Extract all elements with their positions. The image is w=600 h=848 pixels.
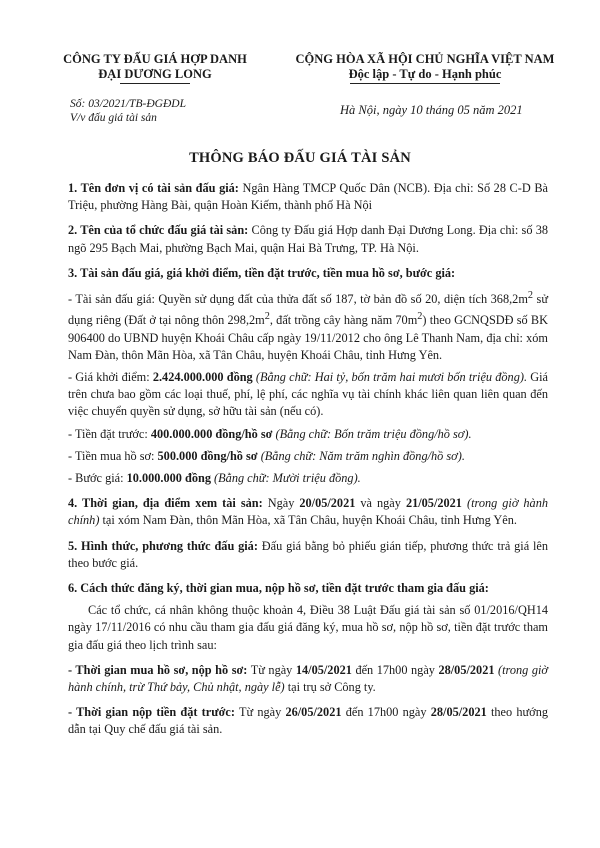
nation-name: CỘNG HÒA XÃ HỘI CHỦ NGHĨA VIỆT NAM xyxy=(295,52,555,66)
section-4-t3: (trong giờ hành chính) xyxy=(68,496,549,528)
section-4-t2: và ngày xyxy=(355,496,406,511)
price-step xyxy=(68,470,548,487)
reference-subject: V/v đấu giá tài sản xyxy=(70,112,157,124)
document-title: THÔNG BÁO ĐẤU GIÁ TÀI SẢN xyxy=(189,150,411,166)
section-5-text: Đấu giá bằng bỏ phiếu gián tiếp, phương thức trả giá lên theo bước giá. xyxy=(68,538,548,570)
dep-t1: Từ ngày xyxy=(234,705,286,720)
section-4-t4: tại xóm Nam Đàn, thôn Mãn Hòa, xã Tân Châu, huyện Khoái Châu, tỉnh Hưng Yên. xyxy=(99,513,517,528)
fee-words: (Bằng chữ: Năm trăm nghìn đồng/hồ sơ). xyxy=(257,448,465,463)
section-2-label: 2. Tên của tổ chức đấu giá tài sản: xyxy=(68,223,249,238)
buy-t2: đến 17h00 ngày xyxy=(351,662,439,677)
asset-text-c: , đất trồng cây hàng năm 70m xyxy=(269,313,418,328)
document-body xyxy=(68,180,548,747)
org-name-line1: CÔNG TY ĐẤU GIÁ HỢP DANH xyxy=(63,52,247,66)
sup-3: 2 xyxy=(417,311,423,323)
section-6-heading xyxy=(68,580,548,597)
reference-number: Số: 03/2021/TB-ĐGĐDL xyxy=(70,98,186,110)
deposit-value: 400.000.000 đồng/hồ sơ xyxy=(150,426,273,441)
price-prefix: - Giá khởi điểm: xyxy=(68,370,153,385)
deposit-prefix: - Tiền đặt trước: xyxy=(68,426,151,441)
dossier-fee xyxy=(68,448,548,465)
buy-date1: 14/05/2021 xyxy=(295,662,352,677)
section-4 xyxy=(68,495,548,529)
section-4-label: 4. Thời gian, địa điểm xem tài sản: xyxy=(68,496,263,511)
motto: Độc lập - Tự do - Hạnh phúc xyxy=(348,67,502,81)
price-value: 2.424.000.000 đồng xyxy=(152,370,253,385)
section-4-t1: Ngày xyxy=(262,496,300,511)
starting-price xyxy=(68,369,548,421)
deposit-words: (Bằng chữ: Bốn trăm triệu đồng/hồ sơ). xyxy=(272,426,472,441)
deposit-time xyxy=(68,704,548,738)
asset-text-a: - Tài sản đấu giá: Quyền sử dụng đất của thửa đất số 187, tờ bản đồ số 20, diện tích 368,2m xyxy=(68,292,528,307)
buy-label: - Thời gian mua hồ sơ, nộp hồ sơ: xyxy=(68,662,248,677)
fee-prefix: - Tiền mua hồ sơ: xyxy=(68,448,158,463)
buy-dossier-time xyxy=(68,662,548,696)
fee-value: 500.000 đồng/hồ sơ xyxy=(157,448,258,463)
step-value: 10.000.000 đồng xyxy=(126,471,211,486)
section-1-text: Ngân Hàng TMCP Quốc Dân (NCB). Địa chỉ: Số 28 C-D Bà Triệu, phường Hàng Bài, quận Hoàn Kiếm, thành phố Hà Nội xyxy=(68,181,548,213)
org-underline xyxy=(120,83,190,84)
section-4-date2: 21/05/2021 xyxy=(405,496,462,511)
buy-t4: tại trụ sở Công ty. xyxy=(284,680,376,695)
header-left xyxy=(50,52,260,84)
asset-text-d: ) theo GCNQSDĐ số BK 906400 do UBND huyện Khoái Châu cấp ngày 19/11/2012 cho ông Lê Thanh Nam, địa chỉ: xóm Nam Đàn, thôn Mãn Hòa, xã Tân Châu, huyện Khoái Châu, tỉnh Hưng Yên. xyxy=(68,313,549,362)
reference-block xyxy=(70,97,186,125)
section-2 xyxy=(68,222,548,256)
section-6-intro: Các tổ chức, cá nhân không thuộc khoản 4, Điều 38 Luật Đấu giá tài sản số 01/2016/QH14 ngày 17/11/2016 có nhu cầu tham gia đấu giá đăng ký, mua hồ sơ, nộp hồ sơ, tiền đặt trước tham gia đấu giá theo lịch trình sau: xyxy=(68,603,548,652)
price-note: Giá trên chưa bao gồm các loại thuế, phí, lệ phí, các nghĩa vụ tài chính khác liên quan liên quan đến việc chuyển quyền sử dụng, sở hữu tài sản (nếu có). xyxy=(68,370,548,419)
section-3-label: 3. Tài sản đấu giá, giá khởi điểm, tiền đặt trước, tiền mua hồ sơ, bước giá: xyxy=(68,265,456,280)
org-name-line2: ĐẠI DƯƠNG LONG xyxy=(98,67,212,81)
dep-t3: theo hướng dẫn tại Quy chế đấu giá tài sản. xyxy=(68,705,548,737)
asset-text-b: sử dụng riêng (Đất ở tại nông thôn 298,2m xyxy=(68,292,548,328)
sup-2: 2 xyxy=(264,311,270,323)
section-3-heading xyxy=(68,265,548,282)
section-5 xyxy=(68,538,548,572)
section-6-label: 6. Cách thức đăng ký, thời gian mua, nộp hồ sơ, tiền đặt trước tham gia đấu giá: xyxy=(68,581,489,596)
buy-date2: 28/05/2021 xyxy=(438,662,495,677)
section-5-label: 5. Hình thức, phương thức đấu giá: xyxy=(68,538,258,553)
dep-date1: 26/05/2021 xyxy=(285,705,342,720)
header-right xyxy=(270,52,580,84)
buy-t3: (trong giờ hành chính, trừ Thứ bảy, Chủ nhật, ngày lễ) xyxy=(68,662,548,695)
asset-description xyxy=(68,287,548,364)
deposit xyxy=(68,426,548,443)
step-words: (Bằng chữ: Mười triệu đồng). xyxy=(210,471,361,486)
step-prefix: - Bước giá: xyxy=(68,471,127,486)
sup-1: 2 xyxy=(527,290,534,302)
section-4-date1: 20/05/2021 xyxy=(299,496,356,511)
price-words: (Bằng chữ: Hai tỷ, bốn trăm hai mươi bốn triệu đồng). xyxy=(252,370,528,385)
dep-date2: 28/05/2021 xyxy=(430,705,487,720)
section-2-text: Công ty Đấu giá Hợp danh Đại Dương Long. Địa chỉ: số 38 ngõ 295 Bạch Mai, phường Bạch Mai, quận Hai Bà Trưng, TP. Hà Nội. xyxy=(68,223,549,255)
dep-t2: đến 17h00 ngày xyxy=(341,705,431,720)
issue-date: Hà Nội, ngày 10 tháng 05 năm 2021 xyxy=(340,103,523,117)
buy-t1: Từ ngày xyxy=(247,662,296,677)
motto-underline xyxy=(350,83,500,84)
dep-label: - Thời gian nộp tiền đặt trước: xyxy=(68,705,235,720)
section-1-label: 1. Tên đơn vị có tài sản đấu giá: xyxy=(68,181,239,195)
section-1 xyxy=(68,180,548,214)
